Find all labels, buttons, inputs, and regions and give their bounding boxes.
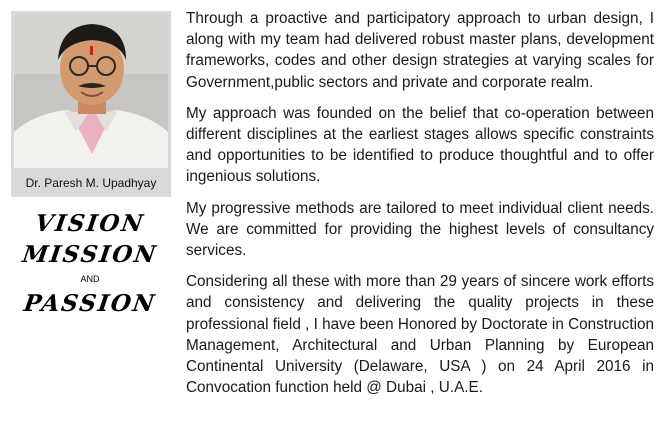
- motto-and: AND: [80, 274, 100, 284]
- portrait-illustration: [14, 14, 168, 168]
- motto-mission: MISSION: [20, 241, 160, 268]
- profile-card: [11, 11, 171, 197]
- bio-paragraph-1: Through a proactive and participatory approach to urban design, I along with my team had delivered robust master plans, development frameworks, codes and other design strategies at varying scales for Government,public sectors and private and corporate realm.: [186, 10, 654, 91]
- profile-caption: Dr. Paresh M. Upadhyay: [25, 176, 157, 190]
- bio-paragraph-3: My progressive methods are tailored to meet individual client needs. We are committed for providing the highest levels of consultancy services.: [186, 199, 654, 260]
- bio-text: [186, 8, 654, 408]
- bio-paragraph-4: Considering all these with more than 29 years of sincere work efforts and consistency and delivering the quality projects in these professional field , I have been Honored by Doctorate in Construction Management, Architectural and Urban Planning by European Continental University (Delaware, USA ) on 24 April 2016 in Convocation function held @ Dubai , U.A.E.: [186, 273, 654, 397]
- motto-block: [10, 208, 170, 319]
- motto-passion: PASSION: [22, 290, 158, 317]
- motto-vision: VISION: [33, 210, 147, 237]
- bio-paragraph-2: My approach was founded on the belief that co-operation between different disciplines at the earliest stages allows specific constraints and opportunities to be identified to produce thoughtful and to offer ingenious solutions.: [186, 104, 654, 186]
- profile-photo: [14, 14, 168, 168]
